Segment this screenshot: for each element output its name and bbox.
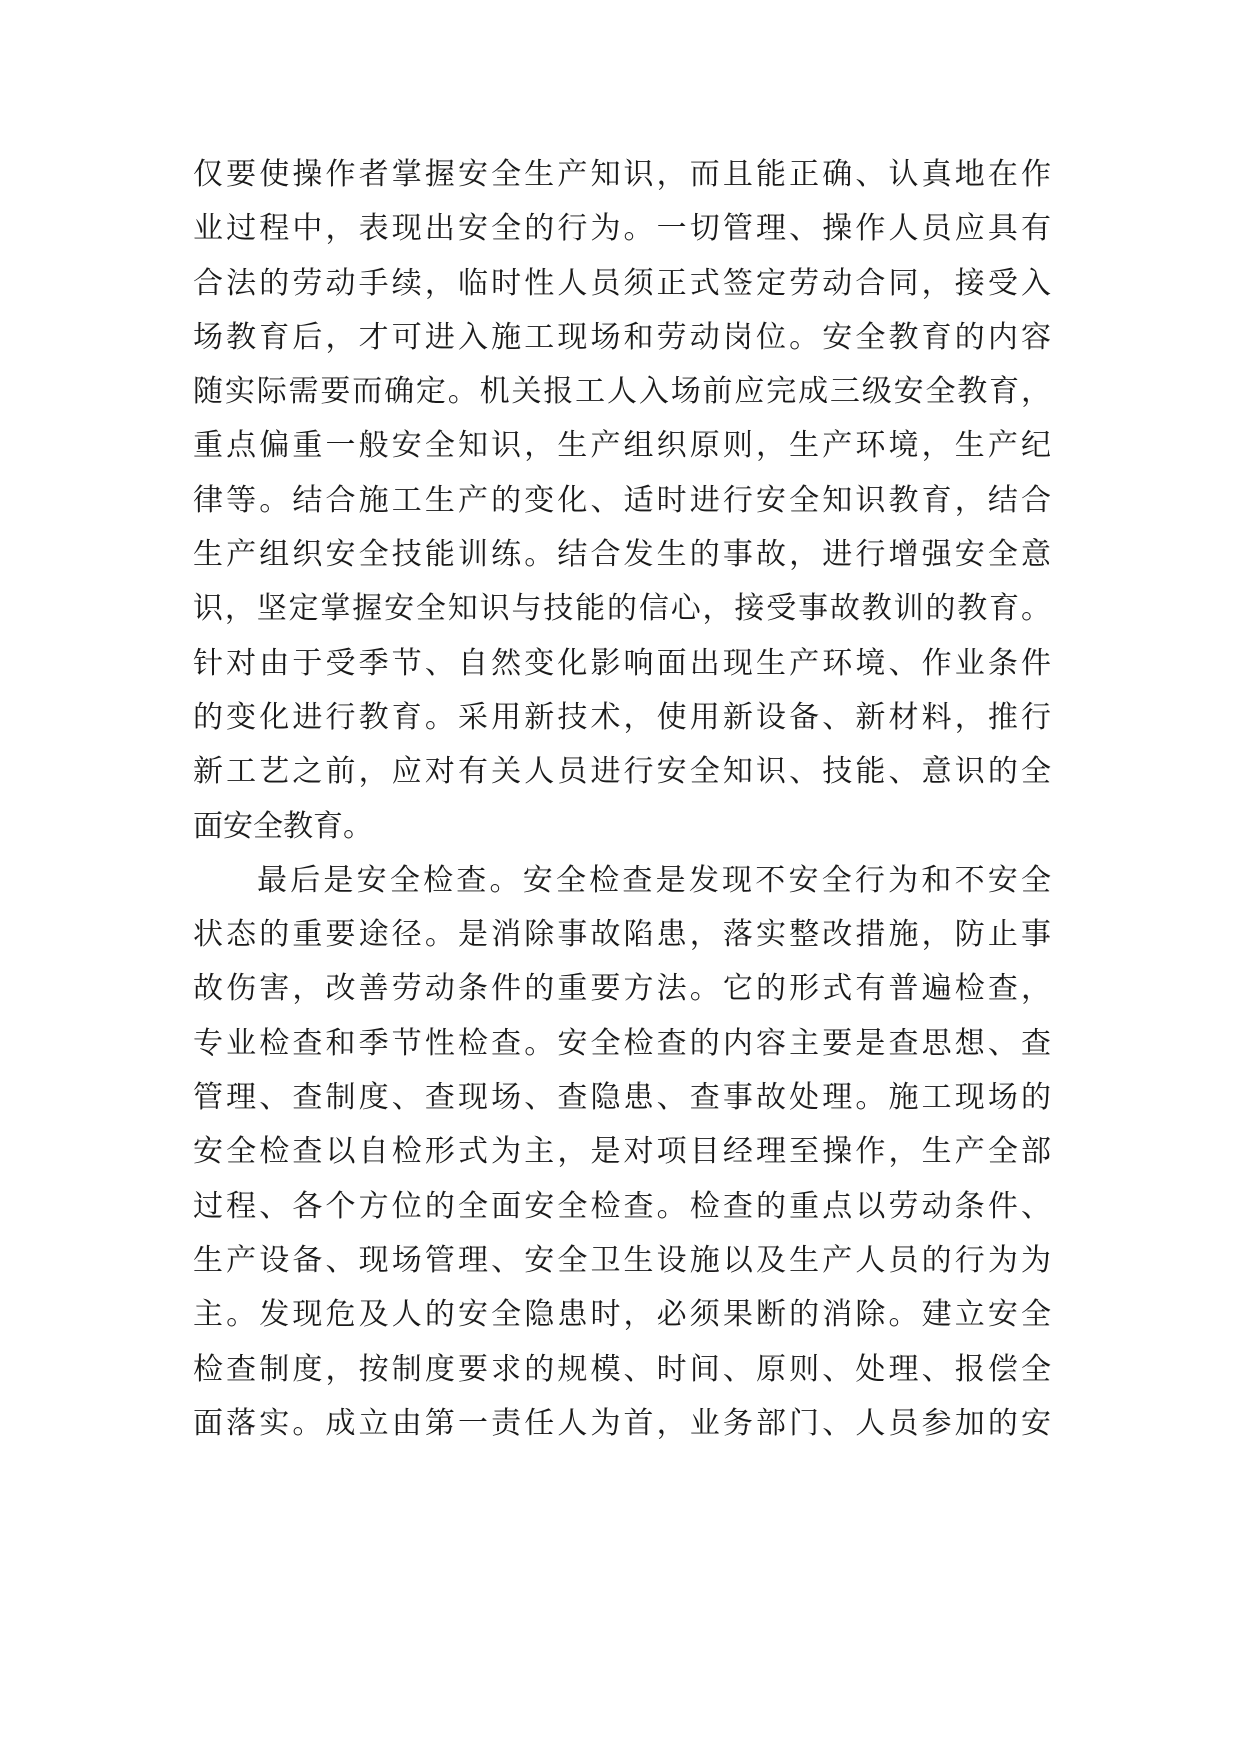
text-line: 过程、各个方位的全面安全检查。检查的重点以劳动条件、 bbox=[193, 1188, 1051, 1224]
text-line: 专业检查和季节性检查。安全检查的内容主要是查思想、查 bbox=[193, 1025, 1051, 1061]
text-line: 识，坚定掌握安全知识与技能的信心，接受事故教训的教育。 bbox=[193, 591, 1051, 627]
text-line: 故伤害，改善劳动条件的重要方法。它的形式有普遍检查， bbox=[193, 971, 1051, 1007]
text-line: 重点偏重一般安全知识，生产组织原则，生产环境，生产纪 bbox=[193, 428, 1051, 464]
text-line: 最后是安全检查。安全检查是发现不安全行为和不安全 bbox=[257, 862, 1051, 898]
text-line: 新工艺之前，应对有关人员进行安全知识、技能、意识的全 bbox=[193, 754, 1051, 790]
text-line: 随实际需要而确定。机关报工人入场前应完成三级安全教育， bbox=[193, 374, 1051, 410]
text-line: 业过程中，表现出安全的行为。一切管理、操作人员应具有 bbox=[193, 211, 1051, 247]
text-line: 场教育后，才可进入施工现场和劳动岗位。安全教育的内容 bbox=[193, 319, 1051, 355]
paragraph-safety-education bbox=[193, 148, 1051, 854]
paragraph-safety-inspection bbox=[193, 854, 1051, 1451]
body-text bbox=[193, 148, 1051, 1451]
text-line: 生产设备、现场管理、安全卫生设施以及生产人员的行为为 bbox=[193, 1242, 1051, 1278]
text-line: 仅要使操作者掌握安全生产知识，而且能正确、认真地在作 bbox=[193, 157, 1051, 192]
text-line: 合法的劳动手续，临时性人员须正式签定劳动合同，接受入 bbox=[193, 265, 1051, 301]
text-line: 面落实。成立由第一责任人为首，业务部门、人员参加的安 bbox=[193, 1405, 1051, 1441]
text-line: 状态的重要途径。是消除事故陷患，落实整改措施，防止事 bbox=[193, 917, 1051, 953]
text-line: 主。发现危及人的安全隐患时，必须果断的消除。建立安全 bbox=[193, 1297, 1051, 1333]
text-line: 检查制度，按制度要求的规模、时间、原则、处理、报偿全 bbox=[193, 1351, 1051, 1387]
text-line: 律等。结合施工生产的变化、适时进行安全知识教育，结合 bbox=[193, 482, 1051, 518]
text-line: 针对由于受季节、自然变化影响面出现生产环境、作业条件 bbox=[193, 645, 1051, 681]
text-line: 安全检查以自检形式为主，是对项目经理至操作，生产全部 bbox=[193, 1134, 1051, 1170]
text-line: 管理、查制度、查现场、查隐患、查事故处理。施工现场的 bbox=[193, 1080, 1051, 1116]
text-line: 的变化进行教育。采用新技术，使用新设备、新材料，推行 bbox=[193, 699, 1051, 735]
text-line: 面安全教育。 bbox=[193, 808, 373, 844]
text-line: 生产组织安全技能训练。结合发生的事故，进行增强安全意 bbox=[193, 537, 1051, 573]
